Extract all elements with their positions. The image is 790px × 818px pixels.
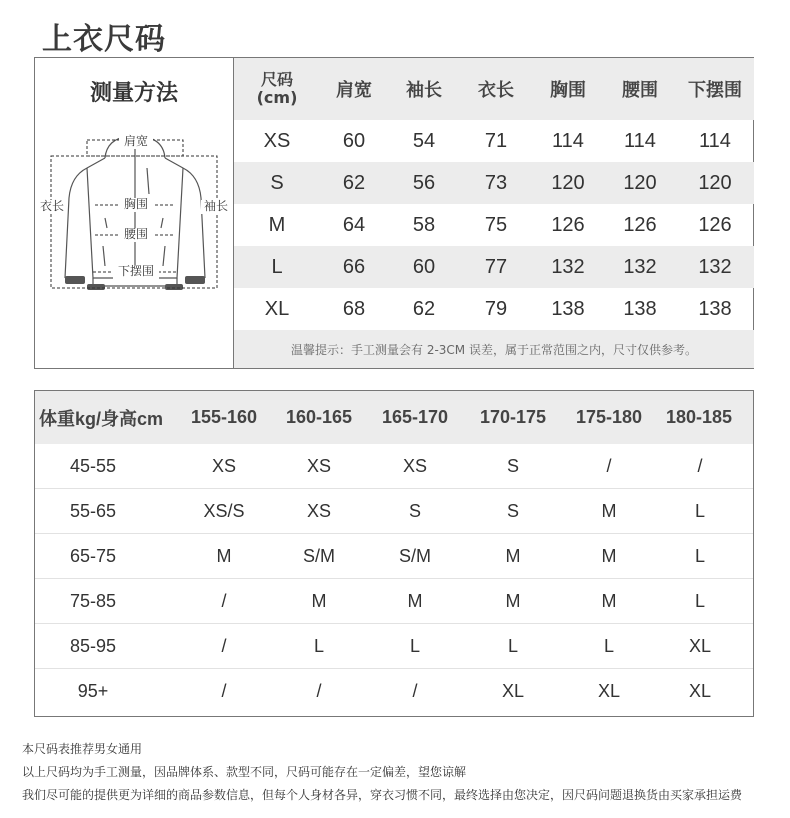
table-cell: XS: [402, 455, 427, 476]
table-cell: L: [694, 500, 705, 521]
table-cell: 132: [698, 255, 732, 278]
table-row: [234, 288, 754, 330]
footer-note-3: 我们尽可能的提供更为详细的商品参数信息，但每个人身材各异，穿衣习惯不同，最终选择由您决定，因尺码问题退换货由买家承担运费: [22, 788, 743, 802]
weight-height-table: [34, 390, 754, 717]
table-cell: 132: [551, 255, 585, 278]
table-cell: XL: [501, 680, 525, 701]
table-cell: M: [216, 545, 232, 566]
table-cell: 60: [342, 129, 366, 152]
measurement-note: 温馨提示：手工测量会有 2-3CM 误差，属于正常范围之内，尺寸仅供参考。: [234, 330, 754, 368]
table-cell: 126: [698, 213, 732, 236]
right-sleeve-outline: [165, 158, 205, 278]
table-cell: 62: [412, 297, 436, 320]
table-cell: M: [268, 213, 286, 236]
table-cell: 58: [412, 213, 436, 236]
chest-label: 胸围: [123, 197, 149, 211]
table-cell: 55-65: [69, 500, 117, 521]
size-chart-values: [234, 58, 754, 368]
footer-note-2: 以上尺码均为手工测量，因品牌体系、款型不同，尺码可能存在一定偏差，望您谅解: [22, 765, 467, 779]
table-cell: M: [311, 590, 327, 611]
header-height-range: 160-165: [285, 407, 353, 427]
page-title: 上衣尺码: [42, 22, 166, 57]
header-height-range: 170-175: [479, 407, 547, 427]
table-cell: M: [505, 545, 521, 566]
table-row: [35, 624, 753, 669]
measure-method-panel: [35, 58, 234, 368]
table-cell: 71: [484, 129, 508, 152]
table-cell: L: [507, 635, 518, 656]
table-row: [234, 204, 754, 246]
table-row: [35, 669, 753, 714]
table-cell: 64: [342, 213, 366, 236]
header-hem: 下摆围: [688, 80, 742, 101]
table-cell: 75: [484, 213, 508, 236]
table-cell: XS: [306, 500, 331, 521]
table-cell: M: [505, 590, 521, 611]
table-cell: L: [313, 635, 324, 656]
table-row: [35, 579, 753, 624]
table-cell: S: [270, 171, 284, 194]
table-cell: S/M: [398, 545, 431, 566]
table-cell: 73: [484, 171, 508, 194]
table-cell: S: [506, 455, 519, 476]
table-cell: 114: [624, 129, 656, 152]
table-cell: XL: [688, 635, 712, 656]
shoulder-label: 肩宽: [123, 134, 149, 148]
table-cell: /: [221, 590, 227, 611]
table-cell: 54: [412, 129, 436, 152]
table-cell: /: [606, 455, 612, 476]
table-cell: 138: [623, 297, 657, 320]
header-shoulder: 肩宽: [336, 80, 372, 101]
size-header-cell: [234, 58, 320, 120]
table-cell: XL: [264, 297, 290, 320]
table-cell: XS: [211, 455, 236, 476]
table-cell: XS: [263, 129, 291, 152]
header-length: 衣长: [478, 80, 514, 101]
table-cell: /: [697, 455, 703, 476]
table-cell: XL: [597, 680, 621, 701]
table-cell: 95+: [77, 680, 109, 701]
header-waist: 腰围: [622, 80, 658, 101]
table-cell: 62: [342, 171, 366, 194]
table-cell: 120: [551, 171, 585, 194]
table-cell: M: [407, 590, 423, 611]
size-header-label: 尺码: [260, 70, 293, 89]
table-row: [35, 534, 753, 579]
table-cell: 68: [342, 297, 366, 320]
table-cell: /: [412, 680, 418, 701]
header-chest: 胸围: [550, 80, 586, 101]
header-sleeve: 袖长: [406, 80, 442, 101]
size-chart-table: [34, 57, 754, 369]
weight-height-header: [35, 391, 753, 444]
footer-note-1: 本尺码表推荐男女通用: [22, 742, 143, 756]
table-cell: 120: [698, 171, 732, 194]
table-cell: 138: [698, 297, 732, 320]
left-sleeve-outline: [65, 158, 105, 278]
hem-label: 下摆围: [117, 264, 155, 278]
table-cell: 60: [412, 255, 436, 278]
table-cell: S/M: [302, 545, 335, 566]
table-cell: 65-75: [69, 545, 117, 566]
table-cell: L: [409, 635, 420, 656]
table-cell: 114: [552, 129, 584, 152]
table-cell: 132: [623, 255, 657, 278]
table-cell: /: [221, 680, 227, 701]
table-cell: 120: [623, 171, 657, 194]
length-label: 衣长: [39, 199, 65, 213]
table-cell: L: [694, 545, 705, 566]
table-row: [234, 162, 754, 204]
table-cell: 114: [699, 129, 731, 152]
waist-label: 腰围: [123, 227, 149, 241]
table-cell: 45-55: [69, 455, 117, 476]
table-row: [234, 246, 754, 288]
size-header-unit: (cm): [256, 88, 298, 107]
table-cell: XS/S: [203, 500, 245, 521]
table-cell: 66: [342, 255, 366, 278]
table-cell: S: [506, 500, 519, 521]
table-cell: 126: [623, 213, 657, 236]
table-row: [35, 489, 753, 534]
table-cell: M: [601, 545, 617, 566]
table-cell: 85-95: [69, 635, 117, 656]
table-row: [35, 444, 753, 489]
table-cell: L: [694, 590, 705, 611]
table-cell: M: [601, 500, 617, 521]
header-weight-height: 体重kg/身高cm: [38, 408, 164, 429]
table-cell: 138: [551, 297, 585, 320]
table-cell: L: [603, 635, 614, 656]
table-cell: XL: [688, 680, 712, 701]
table-cell: 126: [551, 213, 585, 236]
table-cell: S: [408, 500, 421, 521]
table-cell: 77: [484, 255, 508, 278]
table-cell: 75-85: [69, 590, 117, 611]
header-height-range: 175-180: [575, 407, 643, 427]
header-height-range: 180-185: [665, 407, 733, 427]
table-row: [234, 120, 754, 162]
table-cell: /: [316, 680, 322, 701]
table-cell: M: [601, 590, 617, 611]
table-cell: /: [221, 635, 227, 656]
table-cell: 56: [412, 171, 436, 194]
header-height-range: 165-170: [381, 407, 449, 427]
table-cell: 79: [484, 297, 508, 320]
header-height-range: 155-160: [190, 407, 258, 427]
sleeve-label: 袖长: [203, 199, 229, 213]
jacket-illustration: [35, 128, 233, 368]
measure-method-title: 测量方法: [89, 81, 178, 106]
table-cell: XS: [306, 455, 331, 476]
table-cell: L: [271, 255, 283, 278]
size-chart-header: [234, 58, 754, 120]
